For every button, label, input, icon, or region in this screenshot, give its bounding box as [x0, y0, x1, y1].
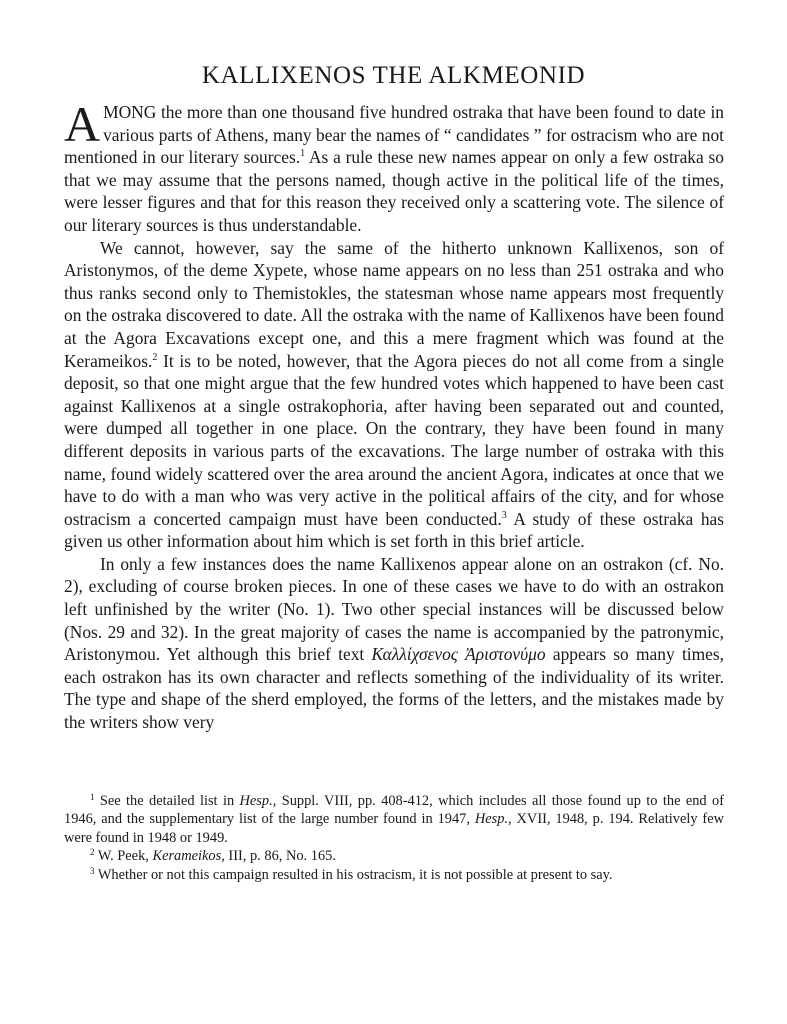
footnote-3-number: 3 [90, 865, 95, 876]
paragraph-3-text-b: appears so many times, each ostrakon has its own character and reflects something of the individuality of its writer. The type and shape of the sherd employed, the forms of the letters, and the mistakes made by the writers show very [64, 644, 724, 733]
footnote-2-title: Kerameikos [152, 848, 222, 865]
footnote-ref-2[interactable]: 2 [152, 351, 158, 363]
drop-cap: A [64, 96, 101, 152]
footnote-1-text-b: , Suppl. VIII, pp. 408-412, which includes all those found up to the end of 1946, and the supplementary list of the large number found in 1947, [64, 793, 724, 828]
greek-inscription: Καλλίχσενος Ἀριστονύμο [371, 644, 546, 665]
footnote-1-text-c: , XVII, 1948, p. 194. Relatively few were found in 1948 or 1949. [64, 811, 724, 846]
paragraph-2-text-a: We cannot, however, say the same of the hitherto unknown Kallixenos, son of Aristonymos, of the deme Xypete, whose name appears on no less than 251 ostraka and who thus ranks second only to Themistokles, the statesman whose name appears most frequently on the ostraka discovered to date. All the ostraka with the name of Kallixenos have been found at the Agora Excavations except one, and this a mere fragment which was found at the Kerameikos. [64, 237, 724, 371]
footnote-1-journal-2: Hesp. [474, 811, 509, 828]
footnote-ref-1[interactable]: 1 [300, 148, 306, 160]
footnote-2 [64, 847, 724, 865]
footnote-2-text-b: , III, p. 86, No. 165. [221, 848, 336, 865]
footnote-ref-3[interactable]: 3 [501, 509, 507, 521]
footnote-2-text-a: W. Peek, [94, 848, 153, 865]
paragraph-1-rest: As a rule these new names appear on only a few ostraka so that we may assume that the persons named, though active in the political life of the times, were lesser figures and that for this reason they received only a scattering vote. The silence of our literary sources is thus understandable. [64, 147, 724, 235]
paragraph-2-text-b: It is to be noted, however, that the Agora pieces do not all come from a single deposit, so that one might argue that the few hundred votes which happened to have been cast against Kallixenos at a single ostrakophoria, after having been separated out and counted, were dumped all together in one place. On the contrary, they have been found in many different deposits in various parts of the excavations. The large number of ostraka with this name, found widely scattered over the area around the ancient Agora, indicates at once that we have to do with a man who was very active in the political affairs of the city, and for whose ostracism a concerted campaign must have been conducted. [64, 350, 724, 529]
paragraph-3 [64, 553, 724, 734]
article-body [64, 96, 725, 734]
paragraph-3-text-a: In only a few instances does the name Kallixenos appear alone on an ostrakon (cf. No. 2), excluding of course broken pieces. In one of these cases we have to do with an ostrakon left unfinished by the writer (No. 1). Two other special instances will be discussed below (Nos. 29 and 32). In the great majority of cases the name is accompanied by the patronymic, Aristonymou. Yet although this brief text [64, 553, 724, 665]
footnotes [64, 792, 724, 884]
article-title: KALLIXENOS THE ALKMEONID [201, 62, 586, 89]
footnote-1 [64, 792, 724, 847]
footnote-3-text: Whether or not this campaign resulted in his ostracism, it is not possible at present to say. [94, 866, 613, 883]
footnote-2-number: 2 [90, 847, 95, 858]
paragraph-1 [64, 96, 724, 237]
footnote-1-text-a: See the detailed list in [94, 793, 240, 809]
footnote-3 [64, 866, 724, 884]
footnote-1-number: 1 [90, 792, 95, 802]
paragraph-2-text-c: A study of these ostraka has given us other information about him which is set forth in this brief article. [64, 508, 725, 552]
footnote-1-journal-1: Hesp. [239, 793, 273, 809]
paragraph-1-lead: MONG the more than one thousand five hundred ostraka that have been found to date in various parts of Athens, many bear the names of “ candidates ” for ostracism who are not mentioned in our literary sources. [64, 102, 724, 168]
paragraph-2 [64, 237, 724, 553]
